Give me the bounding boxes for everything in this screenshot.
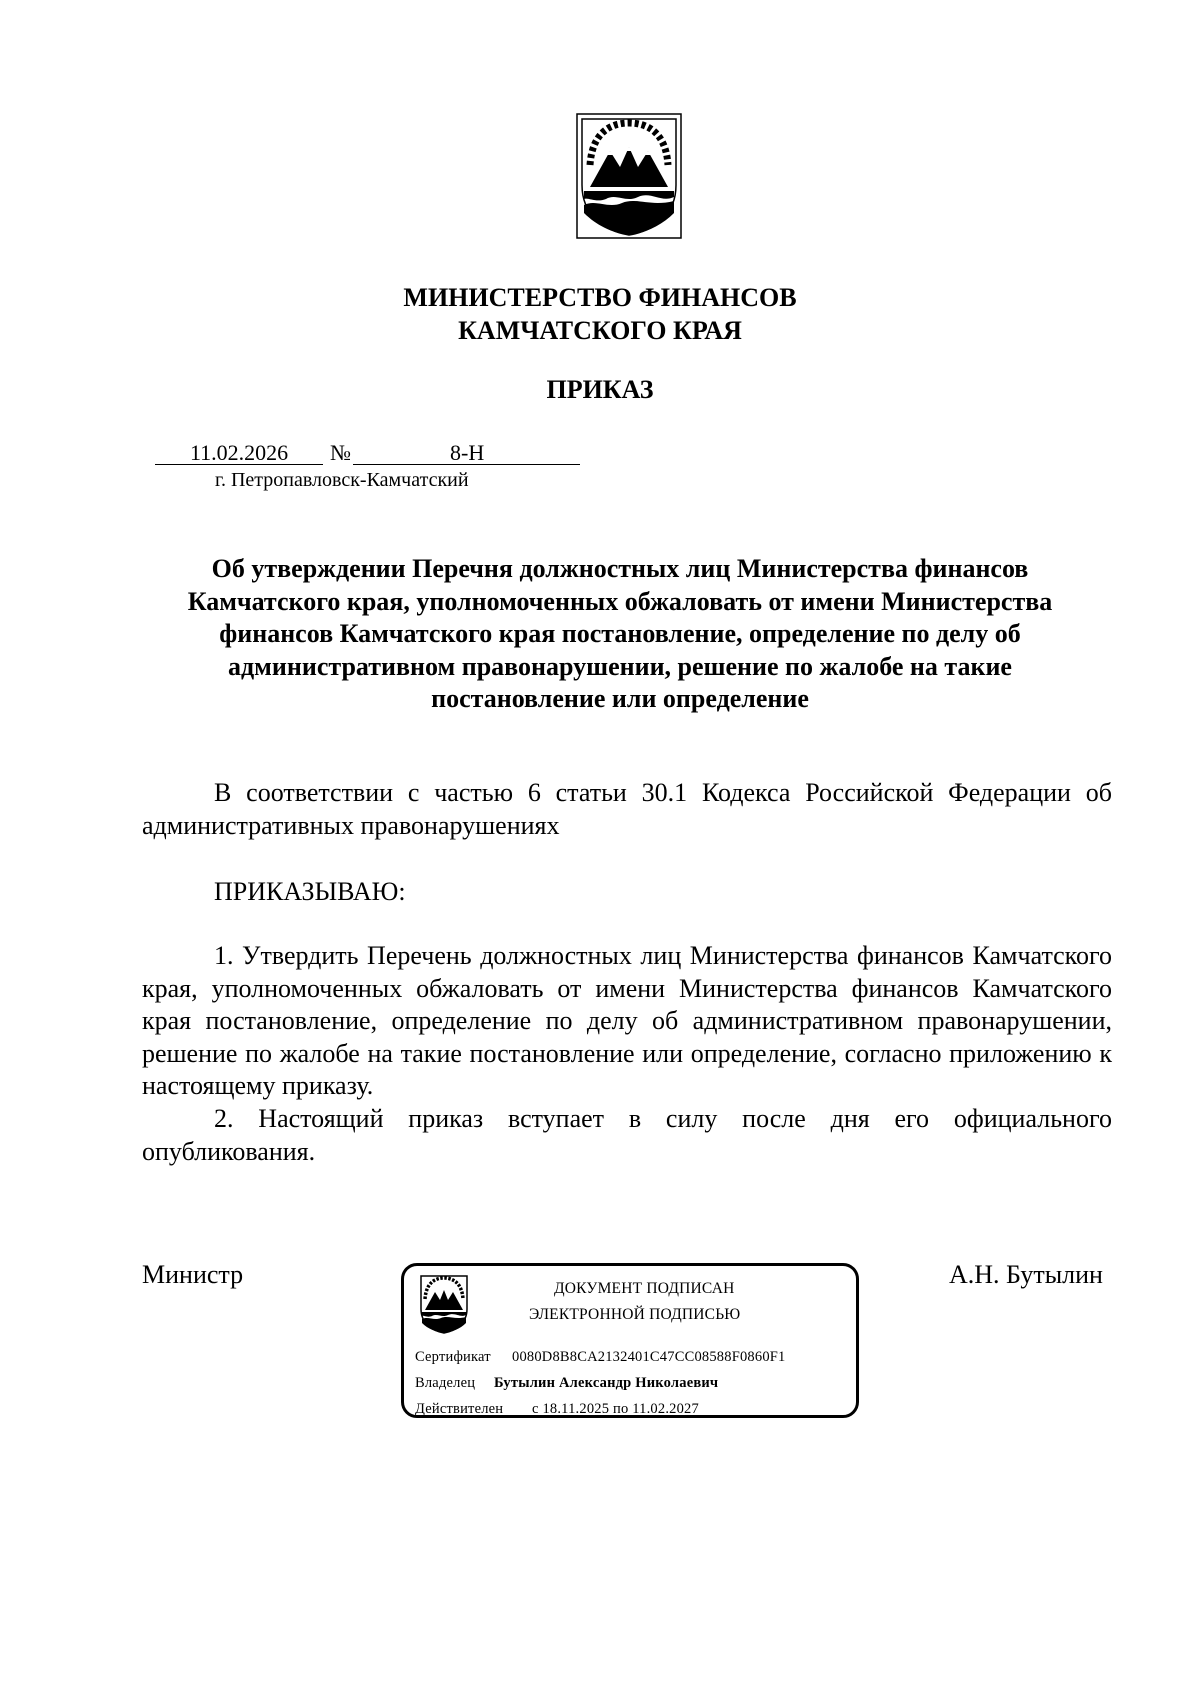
order-word: ПРИКАЗЫВАЮ:	[214, 877, 406, 906]
signer-position: Министр	[142, 1260, 244, 1289]
certificate-value: 0080D8B8CA2132401C47CC08588F0860F1	[512, 1349, 786, 1365]
coat-of-arms-icon	[576, 113, 682, 239]
electronic-signature-stamp	[401, 1263, 859, 1418]
owner-value: Бутылин Александр Николаевич	[494, 1375, 719, 1391]
date-number-line	[155, 440, 580, 468]
document-date: 11.02.2026	[190, 440, 289, 465]
stamp-coat-of-arms-icon	[418, 1273, 470, 1335]
validity-value: с 18.11.2025 по 11.02.2027	[532, 1401, 699, 1417]
owner-label: Владелец	[415, 1375, 476, 1391]
stamp-heading-line2: ЭЛЕКТРОННОЙ ПОДПИСЬЮ	[529, 1306, 741, 1323]
validity-label: Действителен	[415, 1401, 504, 1417]
legal-basis-paragraph: В соответствии с частью 6 статьи 30.1 Кодекса Российской Федерации об административных правонарушениях	[142, 778, 1112, 840]
document-type: ПРИКАЗ	[546, 375, 654, 404]
ministry-name-line1: МИНИСТЕРСТВО ФИНАНСОВ	[403, 283, 797, 312]
order-item-2: 2. Настоящий приказ вступает в силу после дня его официального опубликования.	[142, 1104, 1112, 1166]
signer-name: А.Н. Бутылин	[949, 1260, 1103, 1289]
number-sign: №	[330, 440, 351, 465]
city: г. Петропавловск-Камчатский	[215, 469, 469, 491]
document-title: Об утверждении Перечня должностных лиц Министерства финансов Камчатского края, уполномоченных обжаловать от имени Министерства финансов Камчатского края постановление, определение по делу об административном правонарушении, решение по жалобе на такие постановление или определение	[187, 554, 1053, 713]
certificate-label: Сертификат	[415, 1349, 491, 1365]
ministry-name-line2: КАМЧАТСКОГО КРАЯ	[458, 316, 742, 345]
stamp-heading-line1: ДОКУМЕНТ ПОДПИСАН	[554, 1280, 735, 1297]
order-item-1: 1. Утвердить Перечень должностных лиц Министерства финансов Камчатского края, уполномоченных обжаловать от имени Министерства финансов Камчатского края постановление, определение по делу об административном правонарушении, решение по жалобе на такие постановление или определение, согласно приложению к настоящему приказу.	[142, 941, 1112, 1100]
document-number: 8-Н	[450, 440, 485, 465]
